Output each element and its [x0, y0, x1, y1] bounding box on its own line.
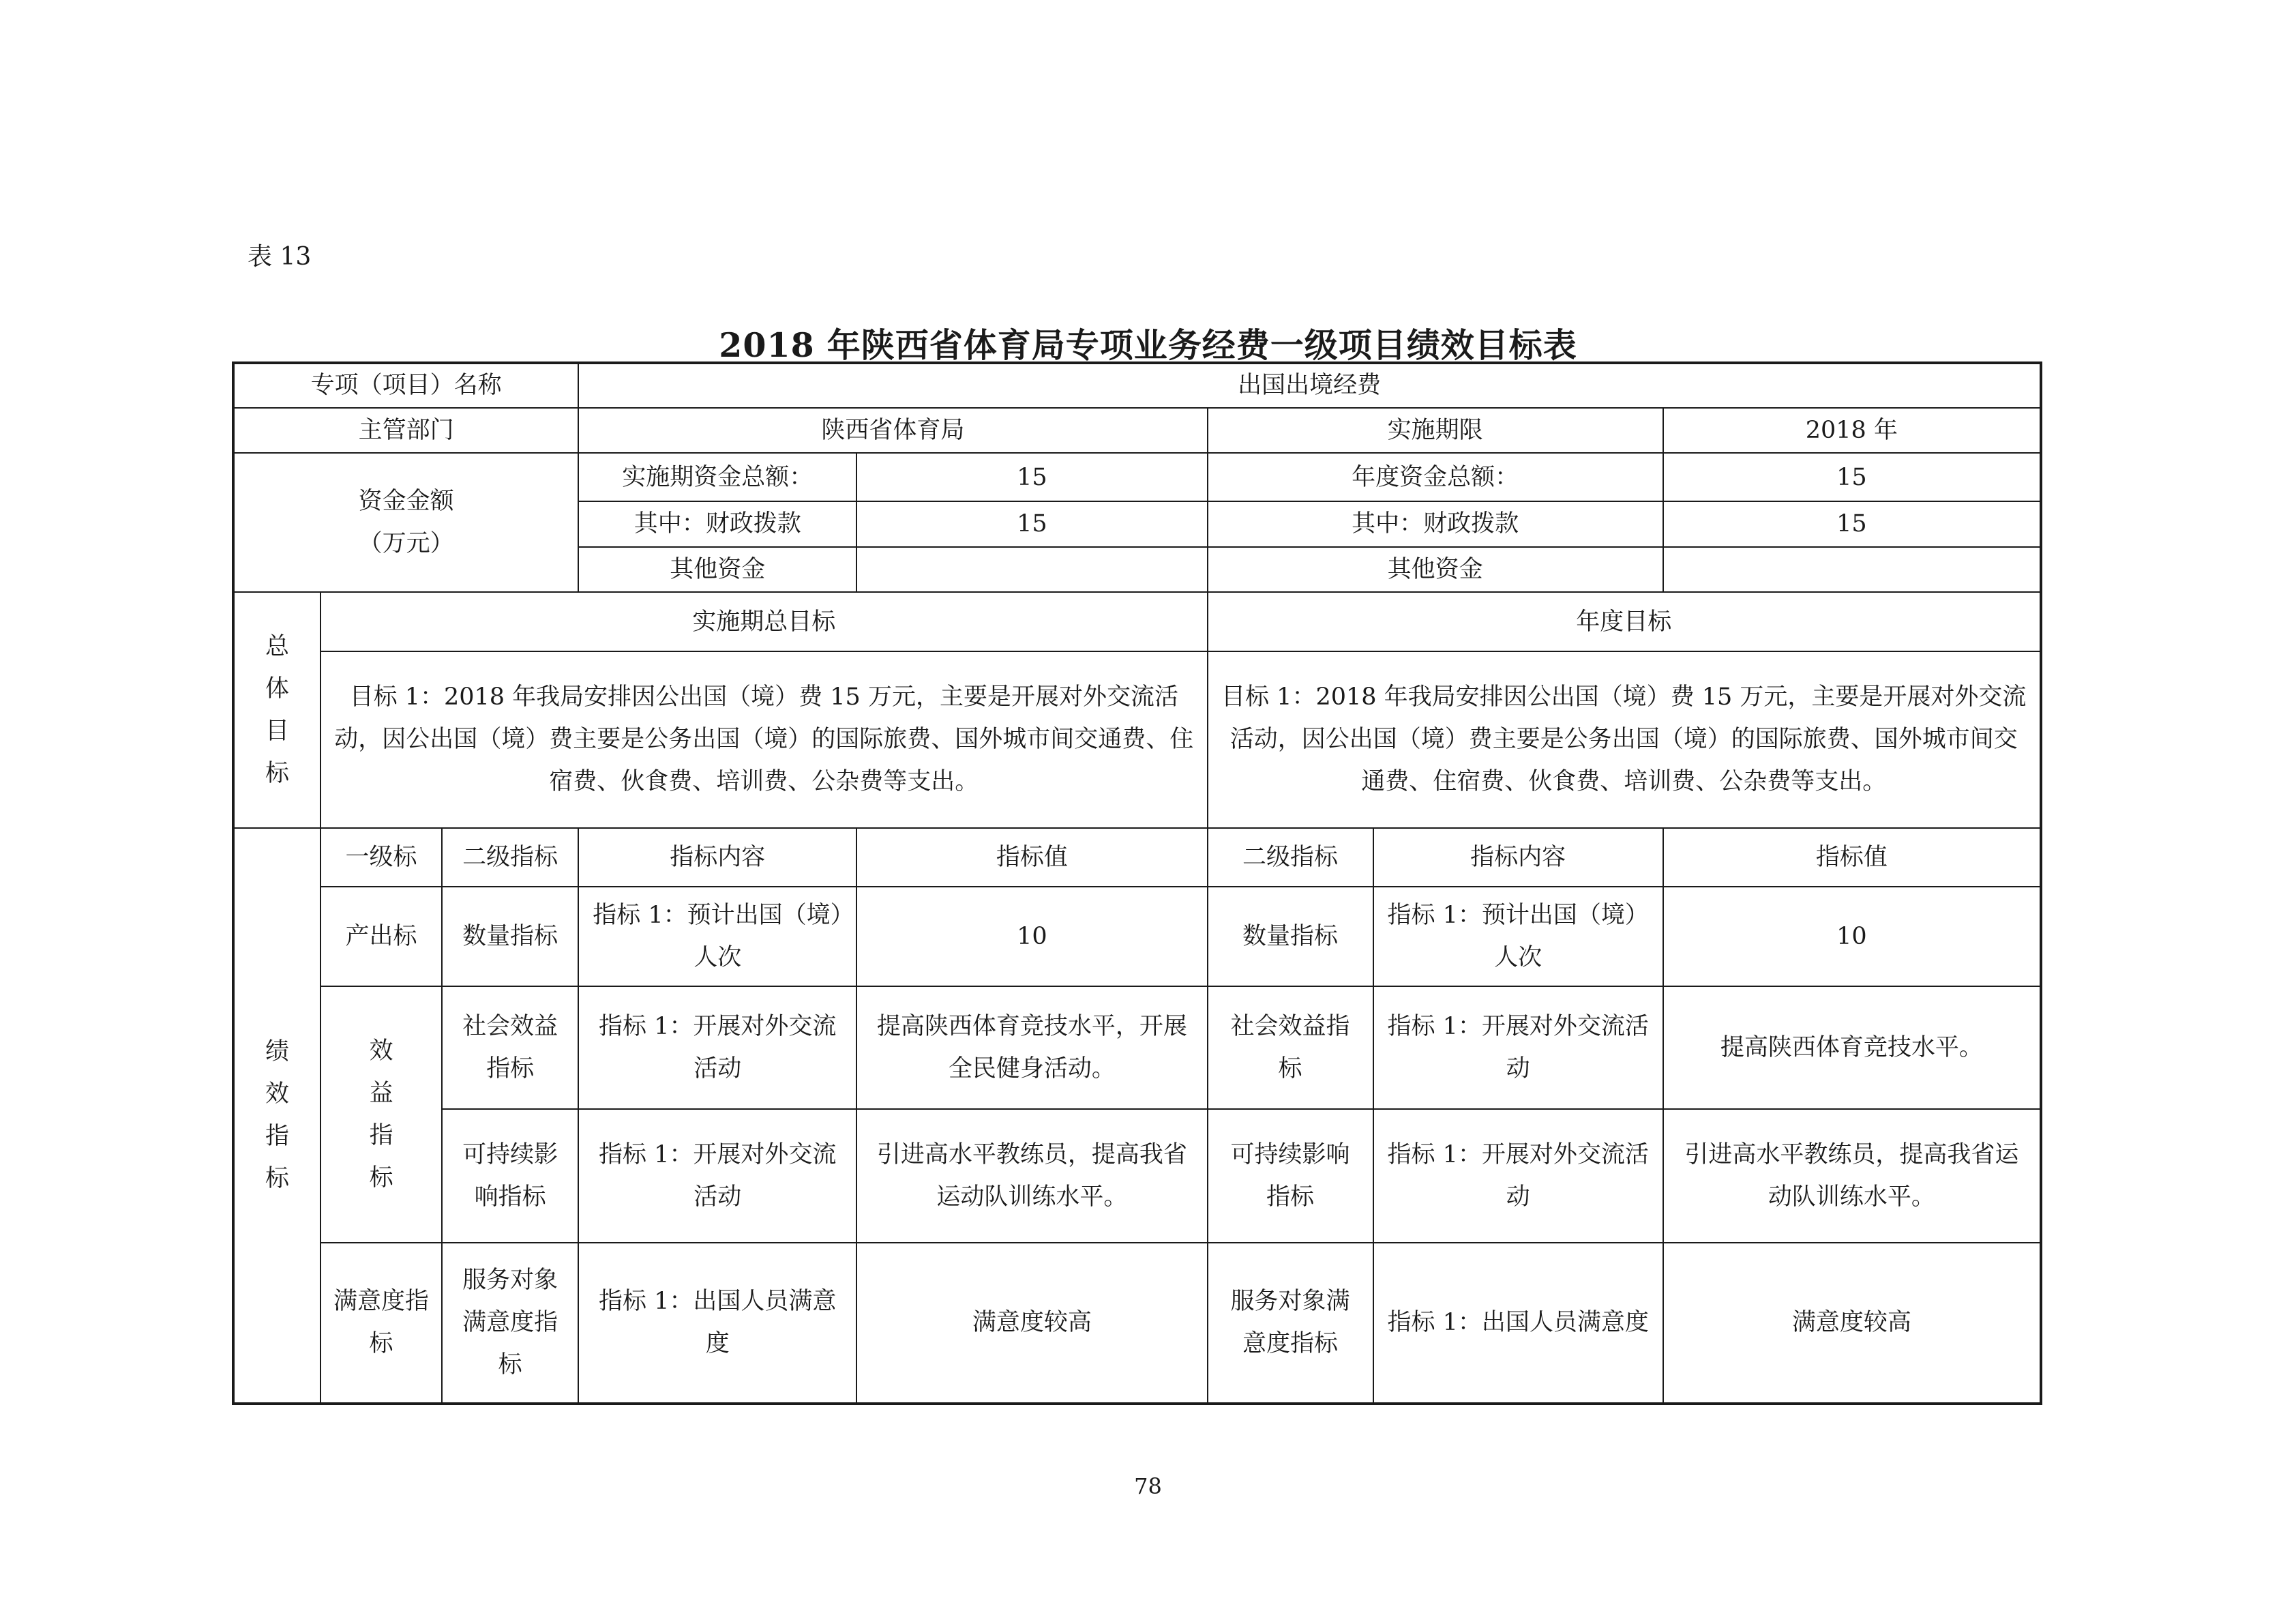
- sustain-level2-year: 可持续影响指标: [1208, 1109, 1373, 1243]
- output-value: 10: [856, 887, 1207, 986]
- header-value-year: 指标值: [1663, 828, 2041, 887]
- total-year-value: 15: [1663, 453, 2041, 501]
- satisfaction-row: [233, 1243, 2041, 1404]
- impl-goal-text: 目标 1：2018 年我局安排因公出国（境）费 15 万元，主要是开展对外交流活动，因公出国（境）费主要是公务出国（境）的国际旅费、国外城市间交通费、住宿费、伙食费、培训费、公杂费等支出。: [320, 651, 1207, 828]
- project-name-row: [233, 363, 2041, 408]
- satisfaction-value: 满意度较高: [856, 1243, 1207, 1404]
- project-name-label: 专项（项目）名称: [233, 363, 578, 408]
- goals-text-row: [233, 651, 2041, 828]
- output-level2-year: 数量指标: [1208, 887, 1373, 986]
- page-number: 78: [1134, 1473, 1162, 1499]
- header-content: 指标内容: [578, 828, 856, 887]
- header-value: 指标值: [856, 828, 1207, 887]
- satisfaction-level1: 满意度指标: [320, 1243, 442, 1404]
- fiscal-impl-label: 其中：财政拨款: [578, 501, 856, 547]
- other-year-value: [1663, 547, 2041, 593]
- social-value: 提高陕西体育竞技水平，开展全民健身活动。: [856, 986, 1207, 1109]
- social-value-year: 提高陕西体育竞技水平。: [1663, 986, 2041, 1109]
- social-content-year: 指标 1：开展对外交流活动: [1373, 986, 1663, 1109]
- funds-label-line1: 资金金额: [358, 488, 454, 516]
- impl-goal-header: 实施期总目标: [320, 592, 1207, 651]
- output-level2: 数量指标: [442, 887, 578, 986]
- goals-header-row: [233, 592, 2041, 651]
- social-level2: 社会效益指标: [442, 986, 578, 1109]
- header-level1: 一级标: [320, 828, 442, 887]
- fiscal-impl-value: 15: [856, 501, 1207, 547]
- department-row: [233, 408, 2041, 454]
- satisfaction-content-year: 指标 1：出国人员满意度: [1373, 1243, 1663, 1404]
- period-value: 2018 年: [1663, 408, 2041, 454]
- project-name-value: 出国出境经费: [578, 363, 2041, 408]
- output-content-year: 指标 1：预计出国（境）人次: [1373, 887, 1663, 986]
- satisfaction-level2-year: 服务对象满意度指标: [1208, 1243, 1373, 1404]
- sustain-value: 引进高水平教练员，提高我省运动队训练水平。: [856, 1109, 1207, 1243]
- period-label: 实施期限: [1208, 408, 1663, 454]
- performance-target-table: [232, 361, 2042, 1405]
- output-value-year: 10: [1663, 887, 2041, 986]
- header-level2: 二级指标: [442, 828, 578, 887]
- year-goal-text: 目标 1：2018 年我局安排因公出国（境）费 15 万元，主要是开展对外交流活动，因公出国（境）费主要是公务出国（境）的国际旅费、国外城市间交通费、住宿费、伙食费、培训费、公杂费等支出。: [1208, 651, 2042, 828]
- sustain-value-year: 引进高水平教练员，提高我省运动队训练水平。: [1663, 1109, 2041, 1243]
- total-year-label: 年度资金总额：: [1208, 453, 1663, 501]
- satisfaction-value-year: 满意度较高: [1663, 1243, 2041, 1404]
- funds-label: [233, 453, 578, 592]
- total-impl-value: 15: [856, 453, 1207, 501]
- header-level2-year: 二级指标: [1208, 828, 1373, 887]
- other-impl-label: 其他资金: [578, 547, 856, 593]
- satisfaction-content: 指标 1：出国人员满意度: [578, 1243, 856, 1404]
- perf-side-label: 绩效指标: [233, 828, 320, 1404]
- social-benefit-row: [233, 986, 2041, 1109]
- document-title: 2018 年陕西省体育局专项业务经费一级项目绩效目标表: [719, 325, 1577, 365]
- satisfaction-level2: 服务对象满意度指标: [442, 1243, 578, 1404]
- sustain-level2: 可持续影响指标: [442, 1109, 578, 1243]
- funds-label-line2: （万元）: [358, 530, 454, 558]
- year-goal-header: 年度目标: [1208, 592, 2042, 651]
- fiscal-year-value: 15: [1663, 501, 2041, 547]
- dept-value: 陕西省体育局: [578, 408, 1207, 454]
- sustainability-row: [233, 1109, 2041, 1243]
- sustain-content: 指标 1：开展对外交流活动: [578, 1109, 856, 1243]
- header-content-year: 指标内容: [1373, 828, 1663, 887]
- social-level2-year: 社会效益指标: [1208, 986, 1373, 1109]
- indicator-header-row: [233, 828, 2041, 887]
- goals-side-label: 总体目标: [233, 592, 320, 827]
- funds-total-row: [233, 453, 2041, 501]
- social-content: 指标 1：开展对外交流活动: [578, 986, 856, 1109]
- output-content: 指标 1：预计出国（境）人次: [578, 887, 856, 986]
- sustain-content-year: 指标 1：开展对外交流活动: [1373, 1109, 1663, 1243]
- table-label: 表 13: [248, 243, 312, 271]
- fiscal-year-label: 其中：财政拨款: [1208, 501, 1663, 547]
- output-row: [233, 887, 2041, 986]
- output-level1: 产出标: [320, 887, 442, 986]
- dept-label: 主管部门: [233, 408, 578, 454]
- total-impl-label: 实施期资金总额：: [578, 453, 856, 501]
- benefit-label: 效益指标: [320, 986, 442, 1243]
- other-impl-value: [856, 547, 1207, 593]
- other-year-label: 其他资金: [1208, 547, 1663, 593]
